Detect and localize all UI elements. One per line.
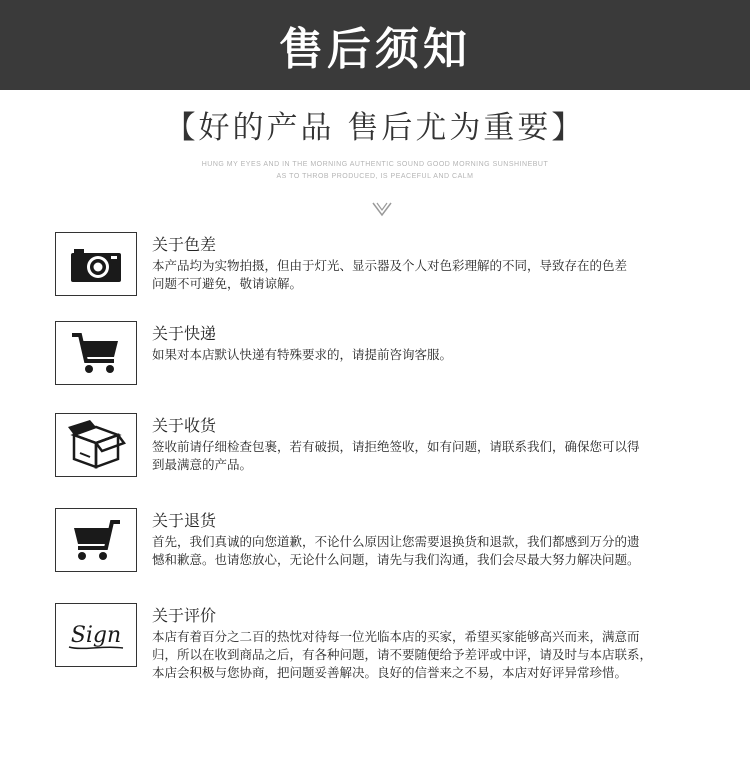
camera-icon xyxy=(55,232,137,296)
item-title: 关于色差 xyxy=(152,235,217,254)
item-description xyxy=(152,628,712,682)
notice-item-returns xyxy=(55,508,715,578)
english-subtitle-line-1: HUNG MY EYES AND IN THE MORNING AUTHENTIC SOUND GOOD MORNING SUNSHINEBUT xyxy=(201,161,549,168)
sign-icon xyxy=(55,603,137,667)
page-title: 售后须知 xyxy=(279,24,471,75)
notice-item-receiving xyxy=(55,413,715,483)
item-desc-line: 签收前请仔细检查包裹，若有破损，请拒绝签收，如有问题，请联系我们，确保您可以得 xyxy=(152,439,640,454)
item-desc-line: 如果对本店默认快递有特殊要求的，请提前咨询客服。 xyxy=(152,347,453,362)
chevron-down-icon xyxy=(370,200,394,220)
notice-item-delivery xyxy=(55,321,715,391)
return-cart-icon xyxy=(55,508,137,572)
item-title: 关于退货 xyxy=(152,511,217,530)
shopping-cart-icon xyxy=(55,321,137,385)
item-desc-line: 问题不可避免，敬请谅解。 xyxy=(152,276,303,291)
item-description xyxy=(152,533,712,569)
notice-item-color xyxy=(55,232,715,302)
item-desc-line: 首先，我们真诚的向您道歉，不论什么原因让您需要退换货和退款，我们都感到万分的遗 xyxy=(152,534,640,549)
item-desc-line: 本店会积极与您协商，把问题妥善解决。良好的信誉来之不易，本店对好评异常珍惜。 xyxy=(152,665,628,680)
item-title: 关于收货 xyxy=(152,416,217,435)
item-desc-line: 到最满意的产品。 xyxy=(152,457,253,472)
notice-item-reviews xyxy=(55,603,715,680)
item-title: 关于评价 xyxy=(152,606,217,625)
item-desc-line: 本产品均为实物拍摄，但由于灯光、显示器及个人对色彩理解的不同，导致存在的色差 xyxy=(152,258,628,273)
tagline: 【好的产品 售后尤为重要】 xyxy=(164,110,586,146)
item-description xyxy=(152,346,712,364)
item-title: 关于快递 xyxy=(152,324,217,343)
item-desc-line: 憾和歉意。也请您放心，无论什么问题，请先与我们沟通，我们会尽最大努力解决问题。 xyxy=(152,552,640,567)
package-box-icon xyxy=(55,413,137,477)
item-description xyxy=(152,438,712,474)
svg-text:Sign: Sign xyxy=(70,623,122,648)
header-bar xyxy=(0,0,750,90)
item-desc-line: 归，所以在收到商品之后，有各种问题，请不要随便给予差评或中评，请及时与本店联系， xyxy=(152,647,653,662)
english-subtitle-line-2: AS TO THROB PRODUCED, IS PEACEFUL AND CALM xyxy=(276,173,474,180)
item-description xyxy=(152,257,712,293)
item-desc-line: 本店有着百分之二百的热忱对待每一位光临本店的买家，希望买家能够高兴而来，满意而 xyxy=(152,629,640,644)
